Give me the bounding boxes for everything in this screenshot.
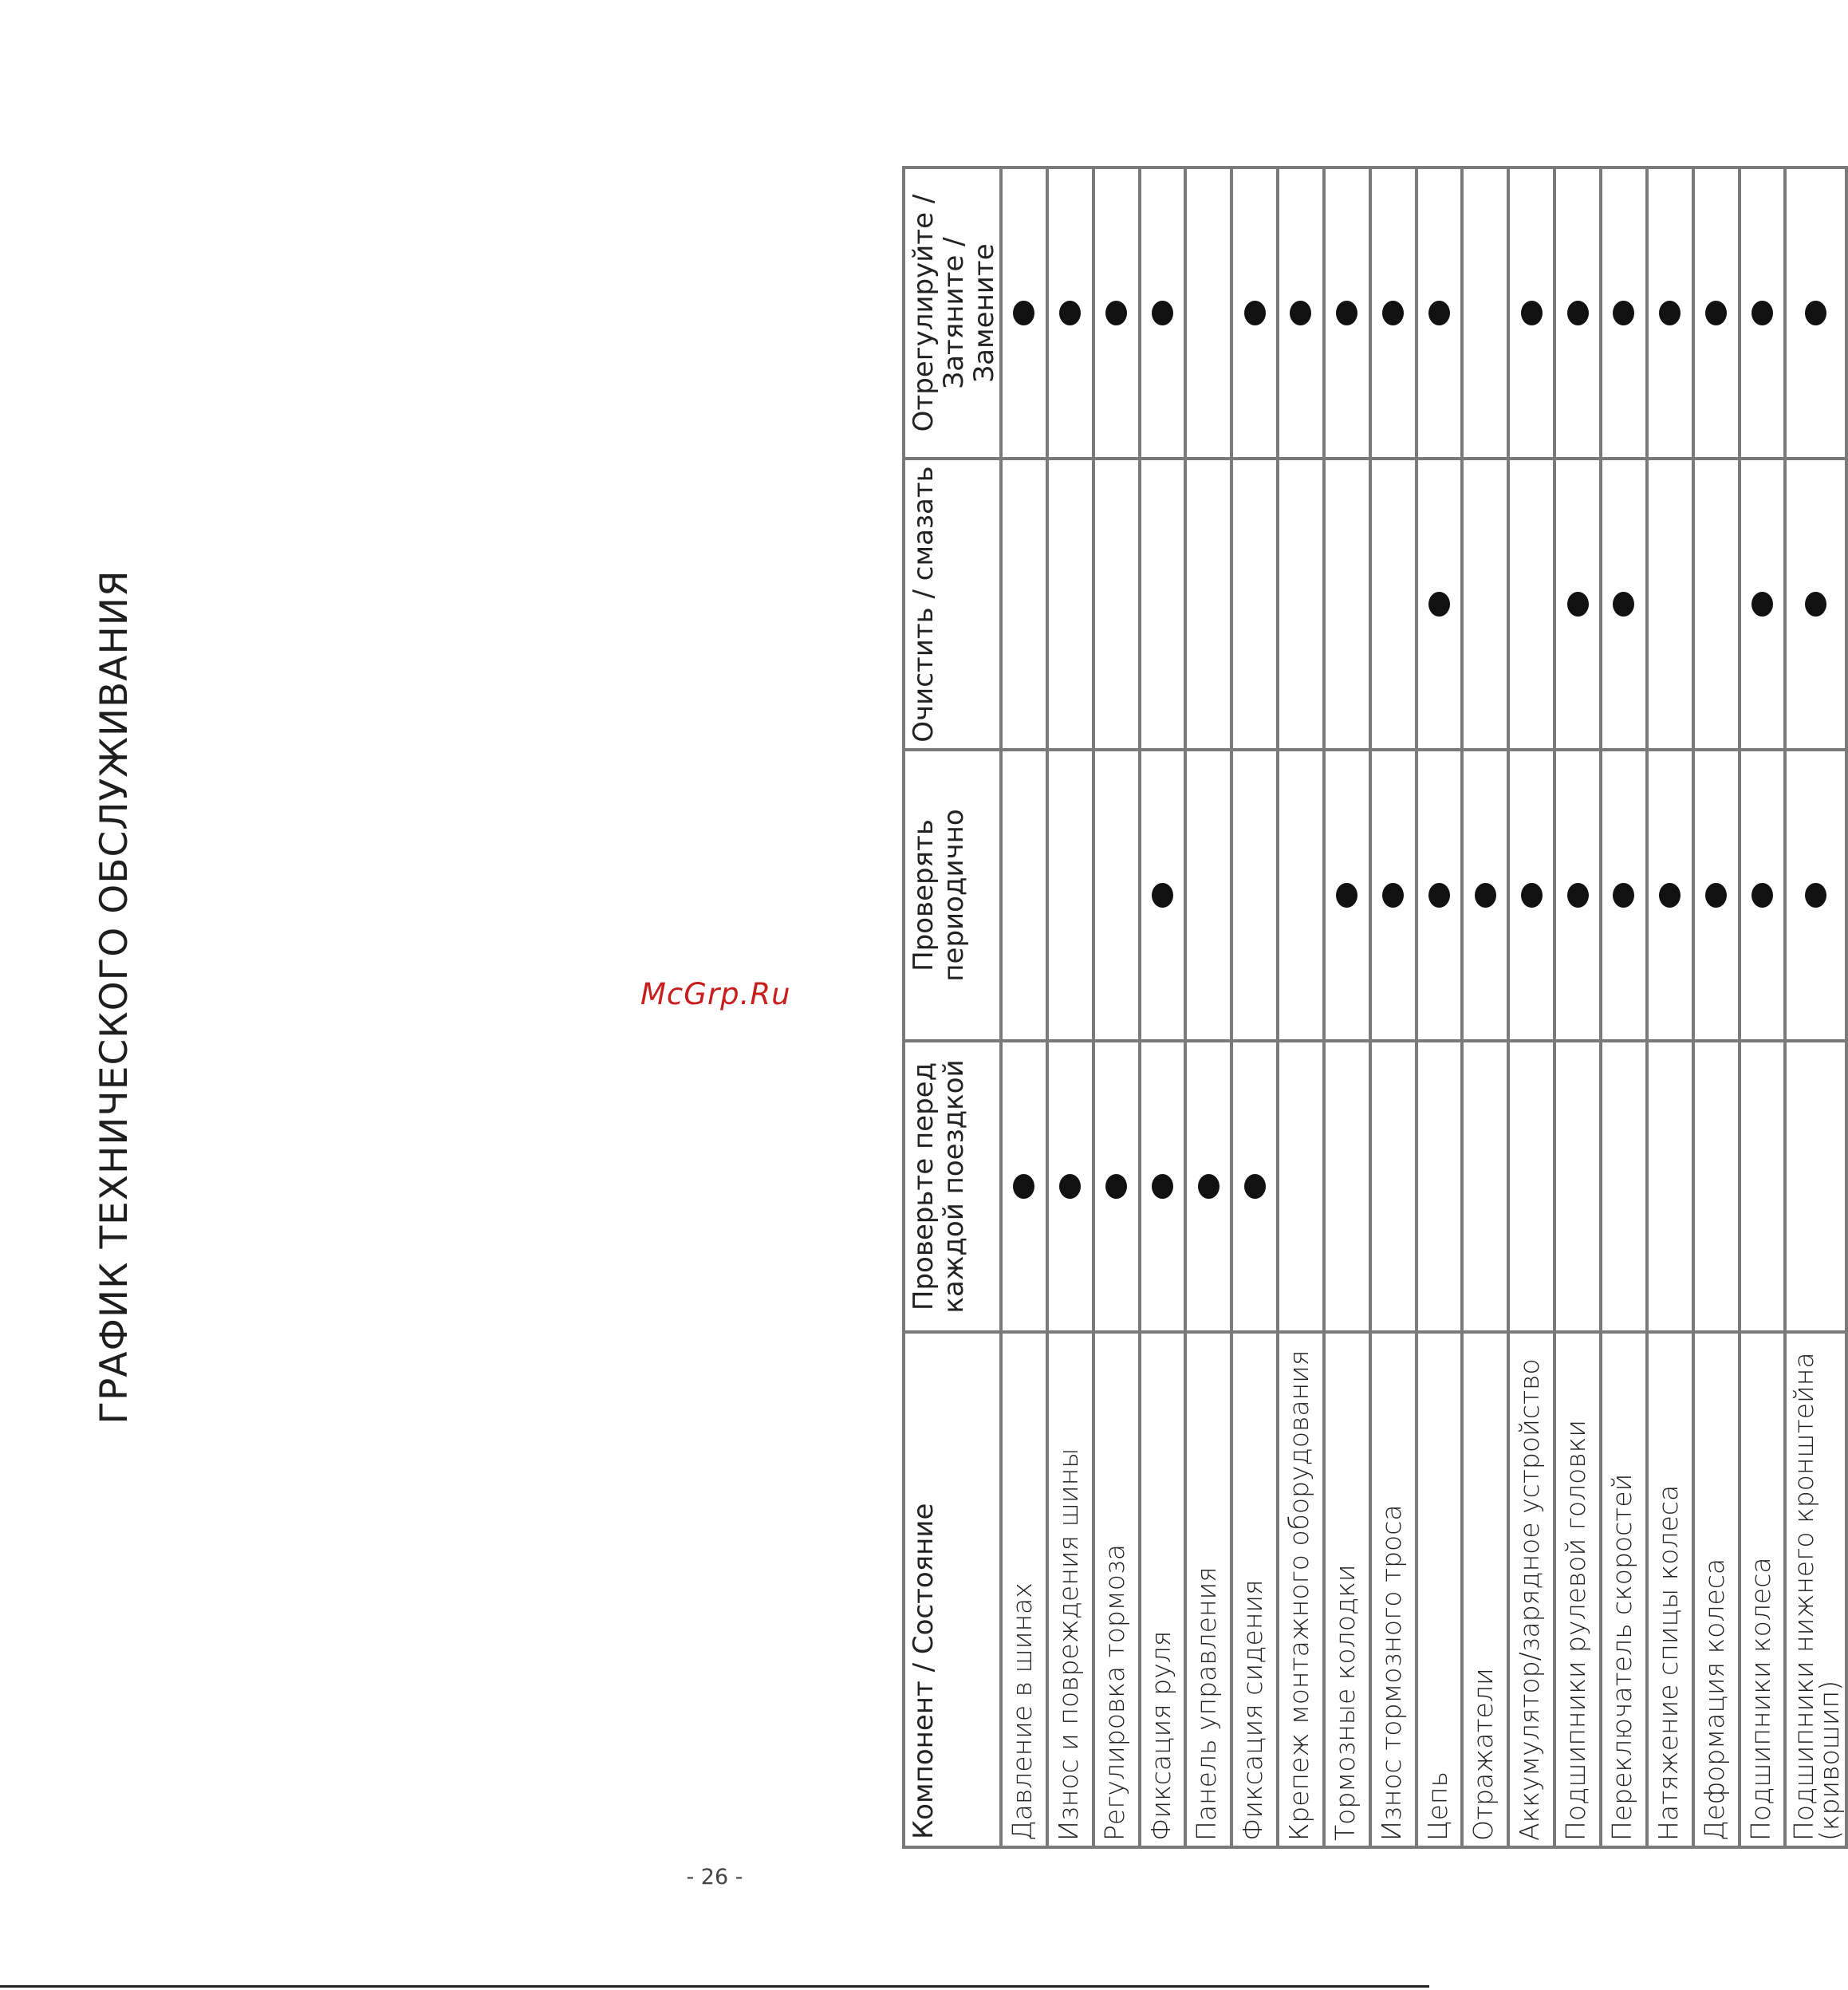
- schedule-mark-cell: [1278, 1041, 1324, 1332]
- component-label-cell: [1601, 1332, 1647, 1847]
- bullet-mark-icon: [1705, 301, 1727, 325]
- schedule-mark-cell: [1278, 750, 1324, 1041]
- component-label-cell: [1693, 1332, 1740, 1847]
- schedule-mark-cell: [1417, 167, 1463, 459]
- bullet-mark-icon: [1382, 883, 1404, 908]
- schedule-mark-cell: [1601, 1041, 1647, 1332]
- header-adjust-replace: [904, 167, 1001, 459]
- component-label-cell: [1647, 1332, 1693, 1847]
- schedule-mark-cell: [1324, 459, 1370, 750]
- schedule-mark-cell: [1370, 459, 1417, 750]
- bullet-mark-icon: [1428, 301, 1450, 325]
- bullet-mark-icon: [1613, 301, 1634, 325]
- bullet-mark-icon: [1428, 592, 1450, 617]
- schedule-mark-cell: [1417, 459, 1463, 750]
- schedule-mark-cell: [1601, 167, 1647, 459]
- component-label-cell: [1278, 1332, 1324, 1847]
- component-label-cell: [1370, 1332, 1417, 1847]
- header-periodic-line1: Проверять: [908, 819, 940, 971]
- schedule-mark-cell: [1140, 167, 1186, 459]
- schedule-mark-cell: [1785, 1041, 1846, 1332]
- schedule-mark-cell: [1647, 750, 1693, 1041]
- header-clean-lubricate-text: Очистить / смазать: [908, 466, 940, 743]
- schedule-mark-cell: [1554, 1041, 1601, 1332]
- schedule-mark-cell: [1740, 1041, 1786, 1332]
- schedule-mark-cell: [1370, 750, 1417, 1041]
- schedule-mark-cell: [1047, 750, 1093, 1041]
- schedule-mark-cell: [1140, 459, 1186, 750]
- schedule-mark-cell: [1001, 750, 1047, 1041]
- schedule-mark-cell: [1231, 459, 1278, 750]
- maintenance-table-container: [902, 169, 1848, 1849]
- schedule-mark-cell: [1231, 1041, 1278, 1332]
- header-adjust-replace-line2: Затяните / Замените: [938, 237, 1000, 389]
- schedule-mark-cell: [1693, 167, 1740, 459]
- schedule-mark-cell: [1740, 459, 1786, 750]
- schedule-mark-cell: [1001, 459, 1047, 750]
- schedule-mark-cell: [1647, 167, 1693, 459]
- schedule-mark-cell: [1231, 750, 1278, 1041]
- component-label: Подшипники колеса: [1744, 1557, 1776, 1841]
- component-label: Подшипники нижнего кронштейна: [1788, 1352, 1820, 1841]
- component-label: Регулировка тормоза: [1098, 1544, 1130, 1841]
- table-row: [1601, 167, 1647, 1847]
- table-row: [1185, 167, 1231, 1847]
- schedule-mark-cell: [1693, 1041, 1740, 1332]
- bullet-mark-icon: [1613, 592, 1634, 617]
- component-label-cell: [1554, 1332, 1601, 1847]
- table-row: [1231, 167, 1278, 1847]
- schedule-mark-cell: [1093, 167, 1140, 459]
- header-row: [904, 167, 1001, 1847]
- table-row: [1140, 167, 1186, 1847]
- schedule-mark-cell: [1462, 167, 1508, 459]
- bullet-mark-icon: [1613, 883, 1634, 908]
- bullet-mark-icon: [1059, 1174, 1081, 1199]
- component-label-cell: [1462, 1332, 1508, 1847]
- schedule-mark-cell: [1324, 1041, 1370, 1332]
- schedule-mark-cell: [1370, 167, 1417, 459]
- maintenance-schedule-table: [902, 166, 1848, 1849]
- component-label-cell: [1140, 1332, 1186, 1847]
- schedule-mark-cell: [1554, 459, 1601, 750]
- component-label-cell: [1417, 1332, 1463, 1847]
- schedule-mark-cell: [1093, 459, 1140, 750]
- schedule-mark-cell: [1278, 167, 1324, 459]
- page-title: ГРАФИК ТЕХНИЧЕСКОГО ОБСЛУЖИВАНИЯ: [93, 569, 136, 1425]
- header-before-ride: [904, 1041, 1001, 1332]
- table-row: [1417, 167, 1463, 1847]
- table-row: [1785, 167, 1846, 1847]
- bullet-mark-icon: [1751, 301, 1773, 325]
- bullet-mark-icon: [1244, 301, 1266, 325]
- component-label: Крепеж монтажного оборудования: [1283, 1350, 1315, 1841]
- schedule-mark-cell: [1462, 1041, 1508, 1332]
- schedule-mark-cell: [1462, 750, 1508, 1041]
- schedule-mark-cell: [1693, 750, 1740, 1041]
- component-label: Аккумулятор/зарядное устройство: [1514, 1358, 1546, 1841]
- schedule-mark-cell: [1740, 167, 1786, 459]
- component-label-cell: [1508, 1332, 1554, 1847]
- component-label-cell: [1740, 1332, 1786, 1847]
- header-periodic: [904, 750, 1001, 1041]
- component-label-cell: [1324, 1332, 1370, 1847]
- component-label: Износ и повреждения шины: [1052, 1448, 1084, 1841]
- schedule-mark-cell: [1554, 750, 1601, 1041]
- schedule-mark-cell: [1047, 167, 1093, 459]
- header-before-ride-line1: Проверьте перед: [908, 1062, 940, 1311]
- component-label: Деформация колеса: [1698, 1558, 1730, 1841]
- schedule-mark-cell: [1508, 1041, 1554, 1332]
- schedule-mark-cell: [1324, 750, 1370, 1041]
- watermark: McGrp.Ru: [640, 977, 791, 1011]
- component-label: Панель управления: [1191, 1566, 1223, 1841]
- schedule-mark-cell: [1508, 459, 1554, 750]
- schedule-mark-cell: [1093, 1041, 1140, 1332]
- bullet-mark-icon: [1521, 301, 1543, 325]
- component-label-cell: [1093, 1332, 1140, 1847]
- bullet-mark-icon: [1013, 301, 1034, 325]
- schedule-mark-cell: [1001, 167, 1047, 459]
- component-label: Фиксация руля: [1145, 1630, 1176, 1841]
- schedule-mark-cell: [1647, 459, 1693, 750]
- header-periodic-line2: периодично: [938, 809, 970, 982]
- table-row: [1740, 167, 1786, 1847]
- schedule-mark-cell: [1508, 750, 1554, 1041]
- schedule-mark-cell: [1185, 750, 1231, 1041]
- schedule-mark-cell: [1417, 750, 1463, 1041]
- header-clean-lubricate: [904, 459, 1001, 750]
- schedule-mark-cell: [1462, 459, 1508, 750]
- component-label: Натяжение спицы колеса: [1652, 1484, 1684, 1841]
- bullet-mark-icon: [1567, 592, 1589, 617]
- table-row: [1370, 167, 1417, 1847]
- schedule-mark-cell: [1047, 459, 1093, 750]
- schedule-mark-cell: [1140, 1041, 1186, 1332]
- table-row: [1001, 167, 1047, 1847]
- schedule-mark-cell: [1185, 1041, 1231, 1332]
- bullet-mark-icon: [1244, 1174, 1266, 1199]
- bullet-mark-icon: [1521, 883, 1543, 908]
- component-label-cell: [1001, 1332, 1047, 1847]
- schedule-mark-cell: [1693, 459, 1740, 750]
- component-label-cell: [1047, 1332, 1093, 1847]
- bullet-mark-icon: [1659, 883, 1681, 908]
- table-row: [1324, 167, 1370, 1847]
- page-number: - 26 -: [686, 1865, 743, 1890]
- bottom-divider: [0, 1985, 1429, 1988]
- table-row: [1462, 167, 1508, 1847]
- bullet-mark-icon: [1336, 301, 1357, 325]
- bullet-mark-icon: [1336, 883, 1357, 908]
- header-before-ride-line2: каждой поездкой: [938, 1059, 970, 1314]
- bullet-mark-icon: [1059, 301, 1081, 325]
- bullet-mark-icon: [1105, 301, 1127, 325]
- bullet-mark-icon: [1152, 301, 1173, 325]
- schedule-mark-cell: [1278, 459, 1324, 750]
- schedule-mark-cell: [1785, 459, 1846, 750]
- component-label: Цепь: [1421, 1771, 1453, 1841]
- schedule-mark-cell: [1740, 750, 1786, 1041]
- schedule-mark-cell: [1047, 1041, 1093, 1332]
- schedule-mark-cell: [1324, 167, 1370, 459]
- bullet-mark-icon: [1428, 883, 1450, 908]
- component-label: Износ тормозного троса: [1375, 1504, 1407, 1841]
- header-component-text: Компонент / Состояние: [908, 1503, 940, 1839]
- table-row: [1693, 167, 1740, 1847]
- schedule-mark-cell: [1001, 1041, 1047, 1332]
- component-label-cell: [1785, 1332, 1846, 1847]
- bullet-mark-icon: [1805, 301, 1826, 325]
- schedule-mark-cell: [1417, 1041, 1463, 1332]
- schedule-mark-cell: [1093, 750, 1140, 1041]
- header-adjust-replace-line1: Отрегулируйте /: [908, 194, 940, 432]
- schedule-mark-cell: [1508, 167, 1554, 459]
- component-label: Тормозные колодки: [1329, 1564, 1361, 1841]
- schedule-mark-cell: [1185, 459, 1231, 750]
- bullet-mark-icon: [1567, 301, 1589, 325]
- bullet-mark-icon: [1013, 1174, 1034, 1199]
- bullet-mark-icon: [1152, 883, 1173, 908]
- bullet-mark-icon: [1805, 883, 1826, 908]
- bullet-mark-icon: [1382, 301, 1404, 325]
- table-row: [1554, 167, 1601, 1847]
- schedule-mark-cell: [1231, 167, 1278, 459]
- schedule-mark-cell: [1785, 750, 1846, 1041]
- bullet-mark-icon: [1475, 883, 1496, 908]
- schedule-mark-cell: [1601, 459, 1647, 750]
- component-label: Фиксация сидения: [1237, 1579, 1269, 1841]
- schedule-mark-cell: [1554, 167, 1601, 459]
- component-label: (кривошип): [1814, 1680, 1846, 1841]
- schedule-mark-cell: [1785, 167, 1846, 459]
- schedule-mark-cell: [1647, 1041, 1693, 1332]
- table-row: [1647, 167, 1693, 1847]
- bullet-mark-icon: [1751, 592, 1773, 617]
- table-row: [1508, 167, 1554, 1847]
- component-label-cell: [1231, 1332, 1278, 1847]
- table-row: [1047, 167, 1093, 1847]
- schedule-mark-cell: [1140, 750, 1186, 1041]
- bullet-mark-icon: [1152, 1174, 1173, 1199]
- schedule-mark-cell: [1370, 1041, 1417, 1332]
- table-row: [1278, 167, 1324, 1847]
- schedule-mark-cell: [1185, 167, 1231, 459]
- bullet-mark-icon: [1198, 1174, 1220, 1199]
- component-label: Подшипники рулевой головки: [1560, 1419, 1592, 1841]
- schedule-mark-cell: [1601, 750, 1647, 1041]
- component-label-cell: [1185, 1332, 1231, 1847]
- bullet-mark-icon: [1705, 883, 1727, 908]
- bullet-mark-icon: [1290, 301, 1311, 325]
- bullet-mark-icon: [1105, 1174, 1127, 1199]
- component-label: Давление в шинах: [1007, 1582, 1038, 1841]
- table-row: [1093, 167, 1140, 1847]
- bullet-mark-icon: [1659, 301, 1681, 325]
- table-body: [1001, 167, 1846, 1847]
- component-label: Отражатели: [1468, 1668, 1499, 1841]
- header-component: [904, 1332, 1001, 1847]
- component-label: Переключатель скоростей: [1606, 1473, 1637, 1841]
- bullet-mark-icon: [1567, 883, 1589, 908]
- bullet-mark-icon: [1805, 592, 1826, 617]
- bullet-mark-icon: [1751, 883, 1773, 908]
